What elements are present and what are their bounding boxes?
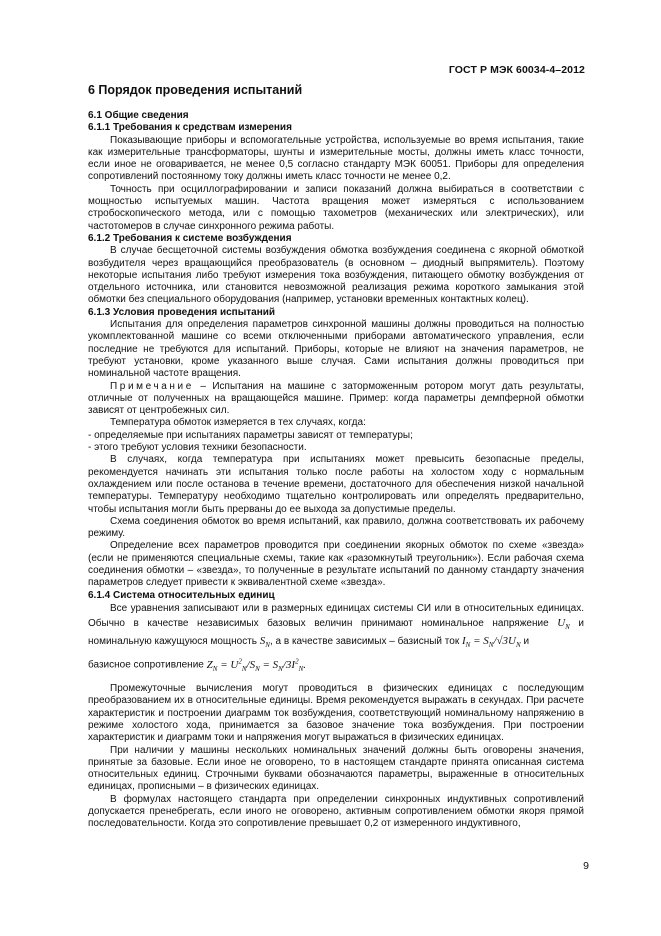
- text-run: , а в качестве зависимых – базисный ток: [269, 636, 462, 648]
- document-body: [88, 110, 584, 831]
- page-number: 9: [583, 860, 589, 872]
- text-run: базисное сопротивление: [88, 659, 207, 671]
- note-label: Примечание: [110, 380, 194, 392]
- heading-6-1: 6.1 Общие сведения: [88, 110, 189, 121]
- paragraph: При наличии у машины нескольких номинальных значений должны быть оговорены значения, принятые за базовые. Если иное не оговорено, то в настоящем стандарте принята описанная система относительных единиц. Строчными буквами обозначаются параметры, выраженные в относительных единицах, прописными – в физических единицах.: [88, 744, 584, 793]
- note: [88, 381, 584, 418]
- formula-sn: $S_N$: [259, 635, 270, 650]
- heading-6-1-3: 6.1.3 Условия проведения испытаний: [88, 306, 276, 318]
- paragraph-base-values: [88, 602, 584, 652]
- text-run: и: [520, 636, 530, 648]
- text-run: и номинальную кажущуюся мощность: [88, 617, 584, 648]
- heading-6-1-4: 6.1.4 Система относительных единиц: [88, 589, 275, 601]
- list-item: - определяемые при испытаниях параметры зависят от температуры;: [88, 429, 413, 441]
- paragraph: Точность при осциллографировании и записи показаний должна выбираться в соответствии с мощностью испытуемых машин. Частота вращения может измеряться с использованием стробоскопического метода, или с помощью тахометров (механических или электрических), или частотомеров в случае синхронного режима работы.: [88, 183, 584, 232]
- paragraph: Испытания для определения параметров синхронной машины должны проводиться на полностью укомплектованной машине со всеми отключенными приборами автоматического управления, если последние не требуются для испытаний. Приборы, которые не влияют на значения параметров, не требуют установки, кроме указанного выше случая. Сами испытания должны проводиться при номинальной частоте вращения.: [88, 319, 584, 380]
- heading-6-1-1: 6.1.1 Требования к средствам измерения: [88, 122, 292, 134]
- text-run: Все уравнения записывают или в размерных единицах системы СИ или в относительных единицах. Обычно в качестве независимых базовых величин принимают номинальное напряжение: [88, 602, 584, 629]
- list-item: - этого требуют условия техники безопасности.: [88, 442, 307, 454]
- paragraph: Схема соединения обмоток во время испытаний, как правило, должна соответствовать их рабочему режиму.: [88, 515, 584, 540]
- paragraph: В формулах настоящего стандарта при определении синхронных индуктивных сопротивлений допускается пренебрегать, если иного не оговорено, активным сопротивлением обмотки якоря прямой последовательности. Когда это сопротивление превышает 0,2 от измеренного индуктивного,: [88, 793, 584, 830]
- paragraph: В случаях, когда температура при испытаниях может превысить безопасные пределы, рекомендуется начинать эти испытания только после работы на холостом ходу с нормальным охлаждением или после останова в течение времени, достаточного для обеспечения низкой начальной температуры. Температуру необходимо тщательно контролировать или определять предварительно, чтобы испытания могли быть прерваны до ее выхода за допустимые пределы.: [88, 454, 584, 515]
- document-id: ГОСТ Р МЭК 60034-4–2012: [448, 64, 585, 76]
- paragraph: Показывающие приборы и вспомогательные устройства, используемые во время испытания, такие как измерительные трансформаторы, шунты и измерительные мосты, должны иметь класс точности, если иное не оговаривается, не менее 0,5 согласно стандарту МЭК 60051. Приборы для определения сопротивлений постоянному току должны иметь класс точности не менее 0,2.: [88, 134, 584, 183]
- note-text: – Испытания на машине с заторможенным ротором могут дать результаты, отличные от полученных на вращающейся машине. Пример: когда параметры демпферной обмотки зависят от центробежных сил.: [88, 380, 584, 417]
- paragraph: Определение всех параметров проводится при соединении якорных обмоток по схеме «звезда» (если не применяются специальные схемы, такие как «разомкнутый треугольник»). Если рабочая схема соединения обмотки – «звезда», то полученные в результате испытаний по данному стандарту значения параметров следует привести к эквивалентной схеме «звезда».: [88, 540, 584, 589]
- formula-base-current: $I_N = S_N/√3U_N$: [461, 635, 521, 650]
- paragraph: Промежуточные вычисления могут проводиться в физических единицах с последующим преобразованием их в относительные единицы. Время рекомендуется выражать в секундах. При расчете характеристик и построении диаграмм ток возбуждения, соответствующий номинальному напряжению в режиме холостого хода, принимается за базовое значение тока возбуждения. При построении характеристик и диаграмм токи и напряжения могут выражаться в физических единицах.: [88, 683, 584, 744]
- section-title: 6 Порядок проведения испытаний: [88, 83, 303, 97]
- paragraph-base-impedance: [88, 652, 584, 678]
- paragraph: Температура обмоток измеряется в тех случаях, когда:: [110, 417, 366, 429]
- heading-6-1-2: [88, 233, 584, 245]
- formula-un: $U_N$: [557, 616, 570, 632]
- heading-6-1-2-text: 6.1.2 Требования к системе возбуждения: [88, 232, 292, 244]
- paragraph: В случае бесщеточной системы возбуждения обмотка возбуждения соединена с якорной обмоткой возбудителя через вращающийся преобразователь (в основном – диодный выпрямитель). Поэтому некоторые испытания либо требуют измерения тока возбуждения, питающего обмотку возбуждения от отдельного источника, или становится невозможной реализация режима короткого замыкания этой обмотки без специального оборудования (например, установки временных контактных колец).: [88, 245, 584, 306]
- formula-base-impedance: $Z_N = U^2_N/S_N = S_N/3I^2_N$.: [206, 657, 306, 674]
